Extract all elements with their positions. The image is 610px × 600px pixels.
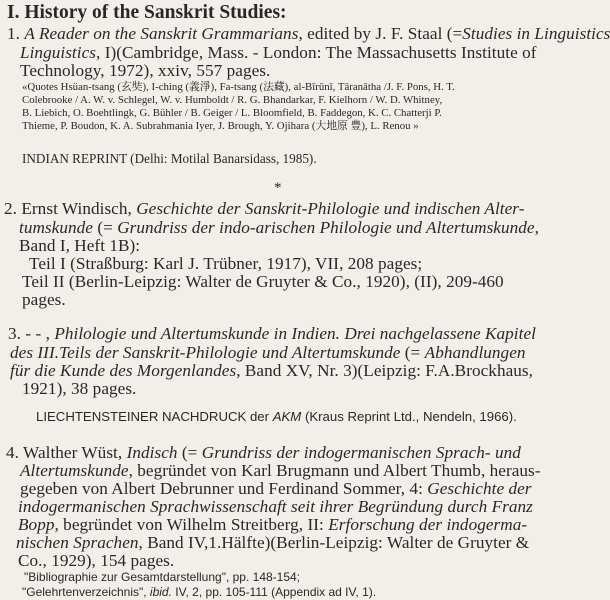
entry-number: 4. xyxy=(6,443,19,462)
reprint-publisher: (Kraus Reprint Ltd., Nendeln, 1966). xyxy=(304,409,517,424)
entry-founders: , begründet von Karl Brugmann und Albert Thumb, heraus- xyxy=(128,461,541,480)
paren-open: (= xyxy=(181,443,198,462)
entry-number: 3. xyxy=(8,324,21,343)
note-pages: IV, 2, pp. 105-111 (Appendix ad IV, 1). xyxy=(175,585,377,599)
entry-title: Geschichte der Sanskrit-Philologie und indischen Alter- xyxy=(136,199,525,218)
section-heading: I. History of the Sanskrit Studies: xyxy=(7,2,287,23)
entry-2-pages: pages. xyxy=(22,290,66,309)
entry-4-line-3 xyxy=(20,480,532,497)
entry-series-cont: Altertumskunde xyxy=(20,461,129,480)
entry-publisher: , I)(Cambridge, Mass. - London: The Massachusetts Institute of xyxy=(96,43,537,62)
entry-1-line-2 xyxy=(20,44,537,61)
entry-3-line-2 xyxy=(10,344,526,361)
note-ibid: ibid. xyxy=(149,585,172,599)
entry-3-line-3 xyxy=(10,362,533,379)
entry-title-cont: des III.Teils der Sanskrit-Philologie und Altertumskunde xyxy=(10,343,401,362)
entry-3-line-4: 1921), 38 pages. xyxy=(22,379,137,398)
entry-3-line-1 xyxy=(8,325,536,342)
reprint-series: AKM xyxy=(272,409,302,424)
entry-4-line-6 xyxy=(16,534,529,551)
entry-series: Studies in Linguistics xyxy=(462,24,610,43)
bibliography-note: "Bibliographie zur Gesamtdarstellung", pp. 148-154; xyxy=(24,570,301,584)
ditto-dash: - - , xyxy=(25,324,50,343)
entry-4-line-2 xyxy=(20,462,541,479)
quotes-line-3: B. Liebich, O. Boehtlingk, G. Bühler / B. Geiger / L. Bloomfield, B. Faddegon, K. C. Chatterji P. xyxy=(22,107,442,119)
entry-4-line-5 xyxy=(18,516,527,533)
entry-number: 1. xyxy=(7,24,20,43)
entry-4-line-1 xyxy=(6,444,521,461)
entry-author: Walther Wüst, xyxy=(23,443,123,462)
entry-publisher: , Band XV, Nr. 3)(Leipzig: F.A.Brockhaus, xyxy=(236,361,533,380)
reprint-label: LIECHTENSTEINER NACHDRUCK der xyxy=(36,409,270,424)
entry-2-band: Band I, Heft 1B): xyxy=(19,236,141,255)
entry-1-line-1 xyxy=(7,25,610,42)
entry-4-line-4 xyxy=(18,498,533,515)
entry-editor: , edited by J. F. Staal (= xyxy=(298,24,463,43)
entry-2-line-2 xyxy=(19,219,539,236)
entry-number: 2. xyxy=(4,199,17,218)
entry-series-cont: Linguistics xyxy=(20,43,96,62)
entry-publisher: , Band IV,1.Hälfte)(Berlin-Leipzig: Walter de Gruyter & xyxy=(138,533,530,552)
entry-2-teil-1: Teil I (Straßburg: Karl J. Trübner, 1917), VII, 208 pages; xyxy=(29,254,423,273)
paren-open: (= xyxy=(400,343,421,362)
quotes-line-2: Colebrooke / A. W. v. Schlegel, W. v. Humboldt / R. G. Bhandarkar, F. Kielhorn / W. D. Whitney, xyxy=(22,94,443,106)
entry-subtitle-2: Erforschung der indogerma- xyxy=(328,515,528,534)
separator-asterisk: * xyxy=(274,180,282,196)
entry-title: Indisch xyxy=(126,443,178,462)
entry-2-teil-2: Teil II (Berlin-Leipzig: Walter de Gruyter & Co., 1920), (II), 209-460 xyxy=(22,272,504,291)
entry-subtitle-2-cont: nischen Sprachen xyxy=(16,533,139,552)
entry-founder-2: , begründet von Wilhelm Streitberg, II: xyxy=(54,515,324,534)
entry-series-cont: für die Kunde des Morgenlandes xyxy=(10,361,237,380)
index-note xyxy=(22,586,376,598)
reprint-note xyxy=(36,410,517,423)
entry-series: Abhandlungen xyxy=(424,343,526,362)
entry-series: Grundriss der indo-arischen Philologie und Altertumskunde xyxy=(117,218,535,237)
quotes-line-4: Thieme, P. Boudon, K. A. Subrahmania Iyer, J. Brough, Y. Ojihara (大地原 豊), L. Renou » xyxy=(22,120,419,132)
entry-subtitle: Geschichte der xyxy=(427,479,532,498)
comma: , xyxy=(534,218,539,237)
entry-subtitle-cont: indogermanischen Sprachwissenschaft seit ihrer Begründung durch Franz xyxy=(18,497,533,516)
paren-open: (= xyxy=(92,218,113,237)
entry-series: Grundriss der indogermanischen Sprach- und xyxy=(201,443,521,462)
entry-title: A Reader on the Sanskrit Grammarians xyxy=(24,24,299,43)
entry-title: Philologie und Altertumskunde in Indien. Drei nachgelassene Kapitel xyxy=(54,324,536,343)
entry-4-line-7: Co., 1929), 154 pages. xyxy=(18,551,175,570)
reprint-note: INDIAN REPRINT (Delhi: Motilal Banarsidass, 1985). xyxy=(22,151,317,166)
entry-title-cont: tumskunde xyxy=(19,218,93,237)
note-label: "Gelehrtenverzeichnis", xyxy=(22,585,147,599)
entry-2-line-1 xyxy=(4,200,524,217)
entry-subtitle-end: Bopp xyxy=(18,515,55,534)
entry-editors: gegeben von Albert Debrunner und Ferdinand Sommer, 4: xyxy=(20,479,423,498)
entry-1-line-3: Technology, 1972), xxiv, 557 pages. xyxy=(20,61,271,80)
entry-author: Ernst Windisch, xyxy=(21,199,132,218)
quotes-line-1: «Quotes Hsüan-tsang (玄奘), I-ching (義淨), Fa-tsang (法藏), al-Bīrūnī, Tāranātha /J. F. Pons, H. T. xyxy=(22,81,455,93)
